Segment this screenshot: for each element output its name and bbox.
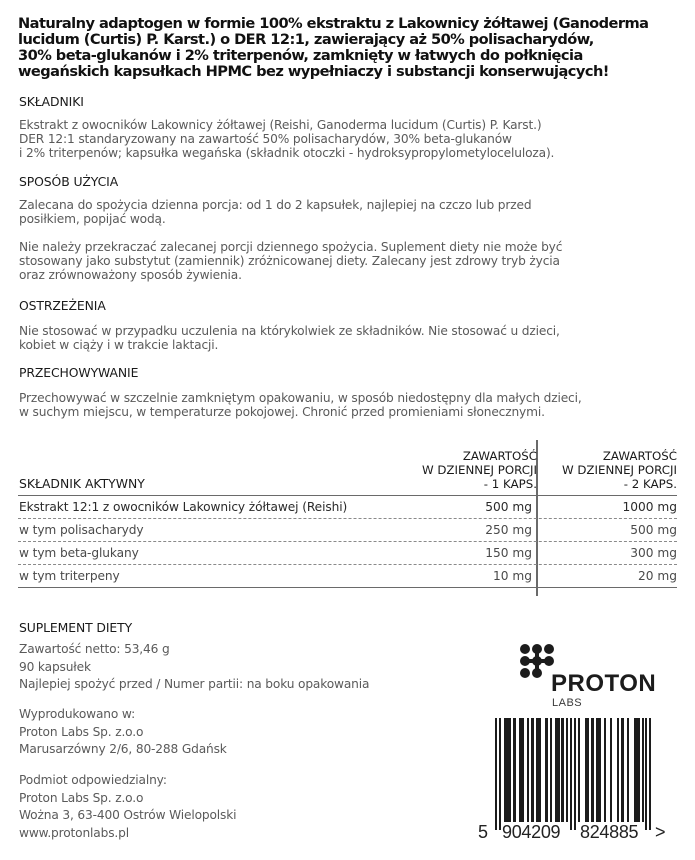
- header-line: ZAWARTOŚĆ: [602, 449, 677, 463]
- barcode-right-group: 824885: [580, 822, 639, 842]
- storage-line: Przechowywać w szczelnie zamkniętym opakowaniu, w sposób niedostępny dla małych dzieci,: [19, 391, 582, 405]
- responsible-address: Wożna 3, 63-400 Ostrów Wielopolski: [19, 808, 237, 822]
- logo-wordmark: PROTON: [551, 670, 657, 697]
- row-dose-2: 20 mg: [638, 569, 677, 583]
- header-dose-2-capsules: [562, 449, 677, 491]
- website-link[interactable]: www.protonlabs.pl: [19, 825, 129, 840]
- usage-line: stosowany jako substytut (zamiennik) zróżnicowanej diety. Zalecany jest zdrowy tryb życia: [19, 254, 560, 268]
- row-ingredient: w tym triterpeny: [19, 569, 120, 583]
- warnings-line: kobiet w ciąży i w trakcie laktacji.: [19, 338, 219, 352]
- usage-text-2: [19, 240, 562, 282]
- warnings-heading: OSTRZEŻENIA: [19, 298, 106, 313]
- intro-line: lucidum (Curtis) P. Karst.) o DER 12:1, zawierający aż 50% polisacharydów,: [18, 31, 594, 48]
- ingredients-line: i 2% triterpenów; kapsułka wegańska (składnik otoczki - hydroksypropylometyloceluloza).: [19, 146, 555, 160]
- row-dose-2: 1000 mg: [622, 500, 677, 514]
- header-line: ZAWARTOŚĆ: [462, 449, 537, 463]
- manufacturer-info: [19, 706, 227, 759]
- best-before-note: Najlepiej spożyć przed / Numer partii: na boku opakowania: [19, 677, 370, 691]
- proton-labs-logo: [519, 643, 669, 708]
- manufacturer-label: Wyprodukowano w:: [19, 707, 136, 721]
- row-ingredient: w tym beta-glukany: [19, 546, 139, 560]
- header-line: W DZIENNEJ PORCJI: [421, 463, 537, 477]
- barcode-first-digit: 5: [478, 822, 489, 842]
- barcode-marker: >: [655, 822, 666, 842]
- intro-line: wegańskich kapsułkach HPMC bez wypełniaczy i substancji konserwujących!: [18, 63, 609, 80]
- capsule-count: 90 kapsułek: [19, 659, 91, 674]
- ean-barcode: [478, 718, 666, 844]
- ingredients-line: DER 12:1 standaryzowany na zawartość 50% polisacharydów, 30% beta-glukanów: [19, 132, 512, 146]
- ingredients-text: [19, 118, 554, 160]
- usage-line: posiłkiem, popijać wodą.: [19, 212, 166, 226]
- table-row: [18, 519, 677, 542]
- responsible-name: Proton Labs Sp. z.o.o: [19, 790, 144, 805]
- responsible-label: Podmiot odpowiedzialny:: [19, 773, 167, 787]
- usage-line: Nie należy przekraczać zalecanej porcji dziennego spożycia. Suplement diety nie może być: [19, 240, 563, 254]
- table-row: [18, 496, 677, 519]
- ingredients-heading: SKŁADNIKI: [19, 94, 84, 109]
- responsible-info: [19, 772, 236, 842]
- header-ingredient: SKŁADNIK AKTYWNY: [19, 476, 145, 491]
- active-ingredients-table: [18, 440, 677, 588]
- header-line: W DZIENNEJ PORCJI: [561, 463, 677, 477]
- row-ingredient: w tym polisacharydy: [19, 523, 144, 537]
- table-row: [18, 542, 677, 565]
- warnings-line: Nie stosować w przypadku uczulenia na którykolwiek ze składników. Nie stosować u dzieci,: [19, 324, 560, 338]
- ingredients-line: Ekstrakt z owocników Lakownicy żółtawej (Reishi, Ganoderma lucidum (Curtis) P. Karst.): [19, 118, 542, 132]
- product-intro: [18, 16, 683, 80]
- header-line: - 1 KAPS.: [483, 477, 537, 491]
- manufacturer-name: Proton Labs Sp. z.o.o: [19, 724, 144, 739]
- row-dose-2: 500 mg: [630, 523, 677, 537]
- usage-line: oraz zrównoważony sposób żywienia.: [19, 268, 242, 282]
- row-dose-1: 500 mg: [485, 500, 532, 514]
- product-info: [19, 641, 369, 694]
- intro-line: 30% beta-glukanów i 2% triterpenów, zamknięty w łatwych do połknięcia: [18, 47, 583, 64]
- logo-subtitle: LABS: [552, 697, 583, 709]
- supplement-heading: SUPLEMENT DIETY: [19, 620, 133, 635]
- row-dose-2: 300 mg: [630, 546, 677, 560]
- table-row: [18, 565, 677, 588]
- net-content: Zawartość netto: 53,46 g: [19, 642, 170, 656]
- manufacturer-address: Marusarzówny 2/6, 80-288 Gdańsk: [19, 742, 227, 756]
- intro-line: Naturalny adaptogen w formie 100% ekstraktu z Lakownicy żółtawej (Ganoderma: [18, 15, 649, 32]
- usage-line: Zalecana do spożycia dzienna porcja: od 1 do 2 kapsułek, najlepiej na czczo lub przed: [19, 198, 532, 212]
- storage-text: [19, 391, 582, 419]
- storage-line: w suchym miejscu, w temperaturze pokojowej. Chronić przed promieniami słonecznymi.: [19, 405, 545, 419]
- header-line: - 2 KAPS.: [623, 477, 677, 491]
- usage-text-1: [19, 198, 531, 226]
- row-dose-1: 150 mg: [485, 546, 532, 560]
- storage-heading: PRZECHOWYWANIE: [19, 365, 139, 380]
- warnings-text: [19, 324, 560, 352]
- header-dose-1-capsule: [422, 449, 537, 491]
- row-dose-1: 250 mg: [485, 523, 532, 537]
- table-header: [18, 440, 677, 496]
- row-dose-1: 10 mg: [493, 569, 532, 583]
- row-ingredient: Ekstrakt 12:1 z owocników Lakownicy żółtawej (Reishi): [19, 500, 348, 514]
- barcode-left-group: 904209: [502, 822, 561, 842]
- usage-heading: SPOSÓB UŻYCIA: [19, 174, 119, 189]
